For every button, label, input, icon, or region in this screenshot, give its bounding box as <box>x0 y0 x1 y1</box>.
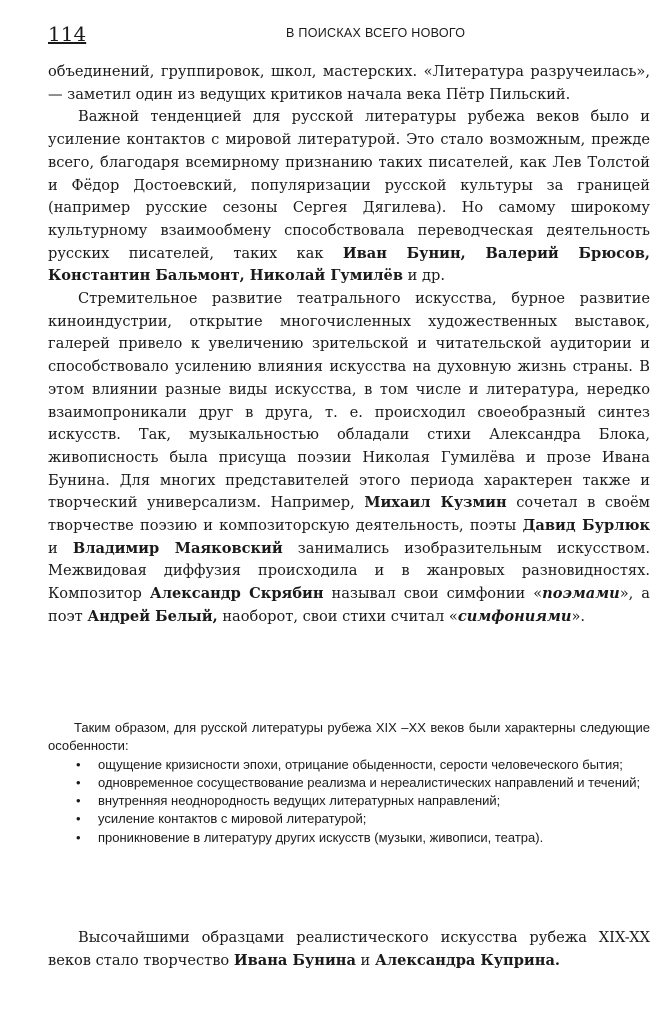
bold-name: Давид Бурлюк <box>522 517 650 535</box>
paragraph-1: объединений, группировок, школ, мастерских. «Литература разручеилась», — заметил один из ведущих критиков начала века Пётр Пильский. <box>48 63 650 103</box>
text-run: сочетал в своём творчестве поэзию и композиторскую деятельность, поэты <box>48 494 650 535</box>
bold-name: Владимир Маяковский <box>72 539 283 557</box>
list-item <box>48 792 650 810</box>
text-run: Высочайшими образцами реалистического искусства рубежа XIX-XX веков стало творчество <box>48 929 650 969</box>
summary-intro: Таким образом, для русской литературы рубежа XIX –XX веков были характерны следующие особенности: <box>48 720 650 754</box>
bold-name: Александр Скрябин <box>149 585 324 603</box>
bold-italic-term: симфониями <box>457 607 572 625</box>
list-item <box>48 756 650 774</box>
text-run: и <box>355 951 375 969</box>
text-run: наоборот, свои стихи считал « <box>217 607 458 625</box>
text-run: ». <box>571 607 586 625</box>
text-run: », а поэт <box>48 585 650 625</box>
text-run: называл свои симфонии « <box>323 585 543 603</box>
bullet-icon: • <box>76 829 81 845</box>
paragraph-2 <box>48 106 650 288</box>
list-item-text: ощущение кризисности эпохи, отрицание обыденности, серости человеческого бытия; <box>98 756 623 772</box>
bold-name: Ивана Бунина <box>233 951 356 969</box>
bold-names: Иван Бунин, Валерий Брюсов, Константин Бальмонт, Николай Гумилёв <box>48 244 650 285</box>
paragraph-3 <box>48 288 650 629</box>
main-text-bottom <box>48 927 650 972</box>
text-run: Важной тенденцией для русской литературы рубежа веков было и усиление контактов с мировой литературой. Это стало возможным, прежде всего, благодаря всемирному признанию таких писателей, как Лев Толстой и Фёдор Достоевский, популяризации русской культуры за границей (например русские сезоны Сергея Дягилева). Но самому широкому культурному взаимообмену способствовала переводческая деятельность русских писателей, таких как <box>48 108 650 262</box>
paragraph-4 <box>48 927 650 972</box>
page-header <box>48 22 648 48</box>
bold-name: Андрей Белый, <box>87 607 218 625</box>
bold-italic-term: поэмами <box>542 585 620 603</box>
features-list <box>48 756 650 847</box>
list-item-text: одновременное сосуществование реализма и нереалистических направлений и течений; <box>98 774 641 790</box>
list-item-text: внутренняя неоднородность ведущих литературных направлений; <box>98 793 501 809</box>
list-item-text: проникновение в литературу других искусств (музыки, живописи, театра). <box>98 829 544 845</box>
bold-name: Александра Куприна. <box>374 951 560 969</box>
main-text-top <box>48 61 650 629</box>
list-item <box>48 829 650 847</box>
bullet-icon: • <box>76 774 81 790</box>
page-number: 114 <box>48 22 87 46</box>
list-item-text: усиление контактов с мировой литературой; <box>98 811 367 827</box>
list-item <box>48 774 650 792</box>
text-run: Стремительное развитие театрального искусства, бурное развитие киноиндустрии, открытие многочисленных художественных выставок, галерей привело к увеличению зрительской и читательской аудитории и способствовало усилению влияния искусства на духовную жизнь страны. В этом влиянии разные виды искусства, в том числе и литература, нередко взаимопроникали друг в друга, т. е. происходил своеобразный синтез искусств. Так, музыкальностью обладали стихи Александра Блока, живописность была присуща поэзии Николая Гумилёва и прозе Ивана Бунина. Для многих представителей этого периода характерен также и творческий универсализм. Например, <box>48 290 650 512</box>
text-run: занимались изобразительным искусством. Межвидовая диффузия происходила и в жанровых разновидностях. Композитор <box>48 539 650 603</box>
bold-name: Михаил Кузмин <box>364 494 507 512</box>
bullet-icon: • <box>76 756 81 772</box>
bullet-icon: • <box>76 793 81 809</box>
text-run: и <box>48 539 73 557</box>
list-item <box>48 810 650 828</box>
summary-box <box>48 719 650 847</box>
bullet-icon: • <box>76 811 81 827</box>
running-title: В ПОИСКАХ ВСЕГО НОВОГО <box>286 26 466 40</box>
text-run: и др. <box>402 267 445 285</box>
